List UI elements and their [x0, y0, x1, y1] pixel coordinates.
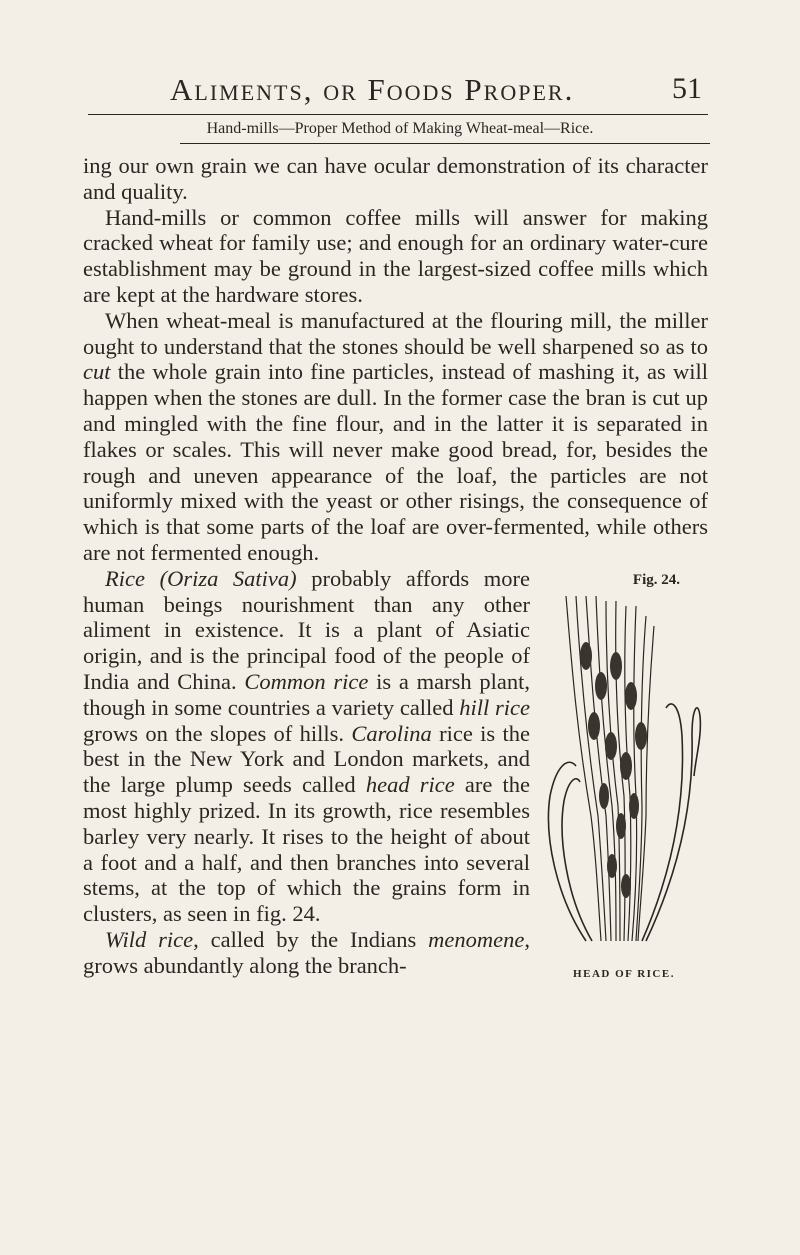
subhead-rule [180, 143, 710, 144]
figure-label: Fig. 24. [632, 571, 680, 588]
rice-head-icon [546, 596, 702, 946]
term-menomene: menomene [428, 926, 525, 952]
paragraph: When wheat-meal is manufactured at the flouring mill, the miller ought to understand that the stones should be well sharpened so as to cut the whole grain into fine particles, instead of mashing it, as will happen when the stones are dull. In the former case the bran is cut up and mingled with the fine flour, and in the latter it is separated in flakes or scales. This will never make good bread, for, besides the rough and uneven appearance of the loaf, the particles are not uniformly mixed with the yeast or other risings, the consequence of which is that some parts of the loaf are over-fermented, while others are not fermented enough. [83, 307, 708, 565]
term-wild-rice: Wild rice [105, 926, 194, 952]
paragraph: Hand-mills or common coffee mills will answer for making cracked wheat for family use; and enough for an ordinary water-cure establishment may be ground in the largest-sized coffee mills which are kept at the hardware stores. [83, 204, 708, 307]
paragraph: Wild rice, called by the Indians menomene, grows abundantly along the branch- [83, 926, 531, 978]
term-hill-rice: hill rice [459, 694, 530, 720]
running-title: Aliments, or Foods Proper. [170, 72, 575, 107]
page-number: 51 [672, 72, 702, 105]
body-text [83, 153, 708, 988]
paragraph: ing our own grain we can have ocular demonstration of its character and quality. [83, 153, 708, 204]
figure-caption: HEAD OF RICE. [573, 967, 675, 980]
term-carolina: Carolina [351, 720, 432, 746]
section-subhead: Hand-mills—Proper Method of Making Wheat-meal—Rice. [206, 120, 594, 137]
figure-24 [540, 568, 708, 988]
term-head-rice: head rice [365, 772, 455, 798]
term-latin: (Oriza Sativa) [159, 565, 297, 591]
emphasis: cut [83, 359, 111, 385]
paragraph: Rice (Oriza Sativa) probably affords more human beings nourishment than any other aliment in existence. It is a plant of Asiatic origin, and is the principal food of the people of India and China. Common rice is a marsh plant, though in some countries a variety called hill rice grows on the slopes of hills. Carolina rice is the best in the New York and London markets, and the large plump seeds called head rice are the most highly prized. In its growth, rice resembles barley very nearly. It rises to the height of about a foot and a half, and then branches into several stems, at the top of which the grains form in clusters, as seen in fig. 24. [83, 565, 531, 927]
term-rice: Rice [105, 565, 145, 591]
header-rule [88, 114, 708, 115]
running-head [170, 70, 710, 114]
term-common-rice: Common rice [244, 668, 369, 694]
